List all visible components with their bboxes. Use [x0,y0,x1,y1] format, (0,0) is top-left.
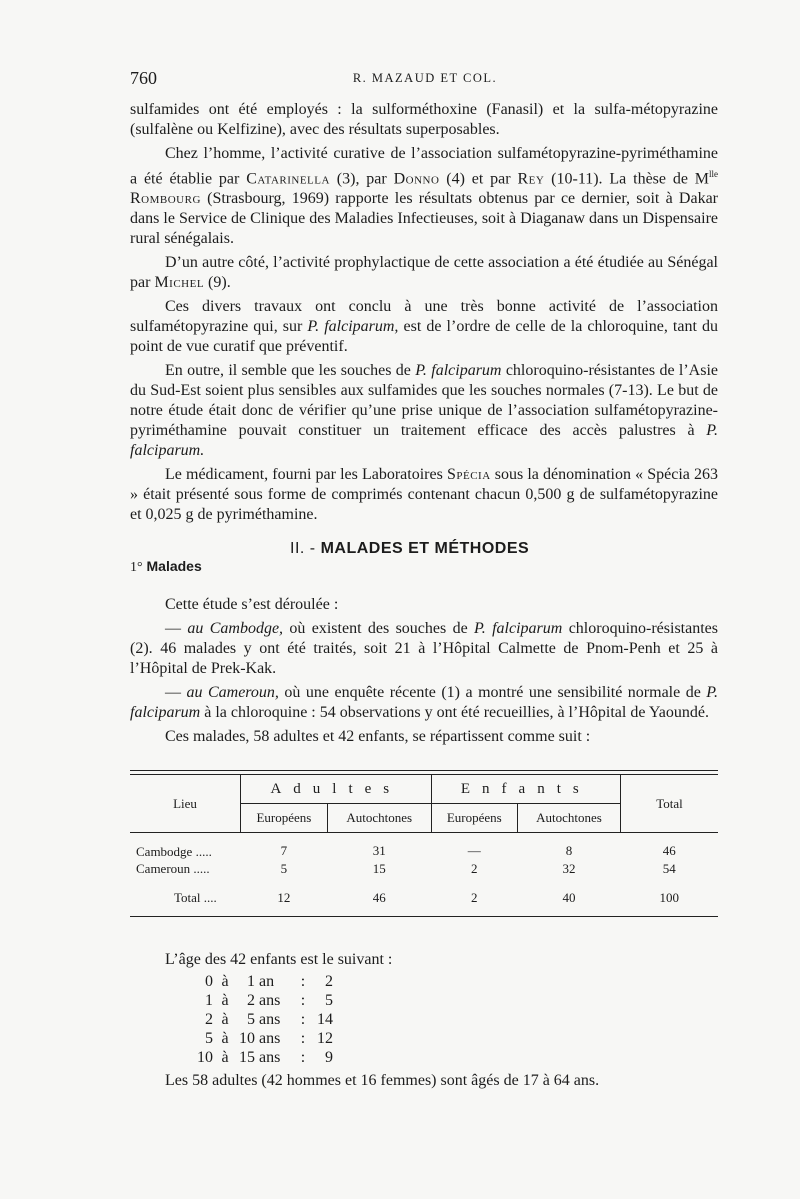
col-header-lieu: Lieu [130,775,241,833]
page-number: 760 [130,68,157,88]
ages-intro: L’âge des 42 enfants est le suivant : [165,951,393,968]
patient-table [130,770,718,917]
age-row: 1 à 2 ans : 5 [205,992,333,1009]
running-head: R. MAZAUD ET COL. [352,71,498,85]
paragraph: Chez l’homme, l’activité curative de l’association sulfamétopyrazine-pyriméthamine a été établie par Catarinella (3), par Donno (4) et par Rey (10-11). La thèse de $M^{lle}$ Rombourg (Strasbourg, 1969) rapporte les résultats obtenus par ce dernier, soit à Dakar dans le Service de Clinique des Maladies Infectieuses, soit à Diaganaw dans un Dispensaire rural sénégalais. [130,145,719,248]
subheader-adultes-autochtones: Autochtones [327,804,431,833]
subheader-enfants-autochtones: Autochtones [517,804,620,833]
page-header [130,68,720,90]
methods-text [130,595,718,751]
age-row: 2 à 5 ans : 14 [205,1011,333,1028]
paragraph: En outre, il semble que les souches de P. falciparum chloroquino-résistantes de l’Asie du Sud-Est soient plus sensibles aux sulfamides que les souches normales (7-13). Le but de notre étude était donc de vérifier qu’une prise unique de l’association sulfamétopyrazine-pyriméthamine pouvait constituer un traitement efficace des accès palustres à P. falciparum. [130,362,719,460]
table-row: Cameroun ..... 5 15 2 32 54 [136,861,676,876]
group-header-adultes: Adultes [241,775,432,804]
age-row: 10 à 15 ans : 9 [197,1049,333,1066]
introduction-text [130,100,718,529]
paragraph: — au Cameroun, où une enquête récente (1) a montré une sensibilité normale de P. falciparum à la chloroquine : 54 observations y ont été recueillies, à l’Hôpital de Yaoundé. [130,684,719,721]
adults-age-text: Les 58 adultes (42 hommes et 16 femmes) sont âgés de 17 à 64 ans. [165,1072,600,1089]
subsection-title: 1° Malades [130,558,202,575]
paragraph: Ces malades, 58 adultes et 42 enfants, se répartissent comme suit : [165,728,591,745]
col-header-total: Total [621,775,719,833]
subheader-adultes-europeens: Européens [241,804,328,833]
paragraph: sulfamides ont été employés : la sulforméthoxine (Fanasil) et la sulfa-métopyrazine (sulfalène ou Kelfizine), avec des résultats superposables. [130,101,718,138]
paragraph: Ces divers travaux ont conclu à une très bonne activité de l’association sulfamétopyrazine qui, sur P. falciparum, est de l’ordre de celle de la chloroquine, tant du point de vue curatif que préventif. [130,298,719,356]
age-row: 0 à 1 an : 2 [205,973,333,990]
table-row: Cambodge ..... 7 31 — 8 46 [136,843,676,859]
table [130,775,718,917]
age-row: 5 à 10 ans : 12 [205,1030,333,1047]
age-list [195,972,333,1067]
paragraph: — au Cambodge, où existent des souches de P. falciparum chloroquino-résistantes (2). 46 malades y ont été traités, soit 21 à l’Hôpital Calmette de Pnom-Penh et 25 à l’Hôpital de Prek-Kak. [130,620,718,677]
subheader-enfants-europeens: Européens [431,804,517,833]
table-total-row: Total .... 12 46 2 40 100 [130,878,718,917]
section-title: II. - MALADES ET MÉTHODES [290,540,530,557]
paragraph: Le médicament, fourni par les Laboratoires Spécia sous la dénomination « Spécia 263 » était présenté sous forme de comprimés contenant chacun 0,500 g de sulfamétopyrazine et 0,025 g de pyriméthamine. [130,466,718,524]
paragraph: D’un autre côté, l’activité prophylactique de cette association a été étudiée au Sénégal par Michel (9). [130,254,718,292]
paragraph: Cette étude s’est déroulée : [165,596,339,613]
group-header-enfants: Enfants [431,775,620,804]
